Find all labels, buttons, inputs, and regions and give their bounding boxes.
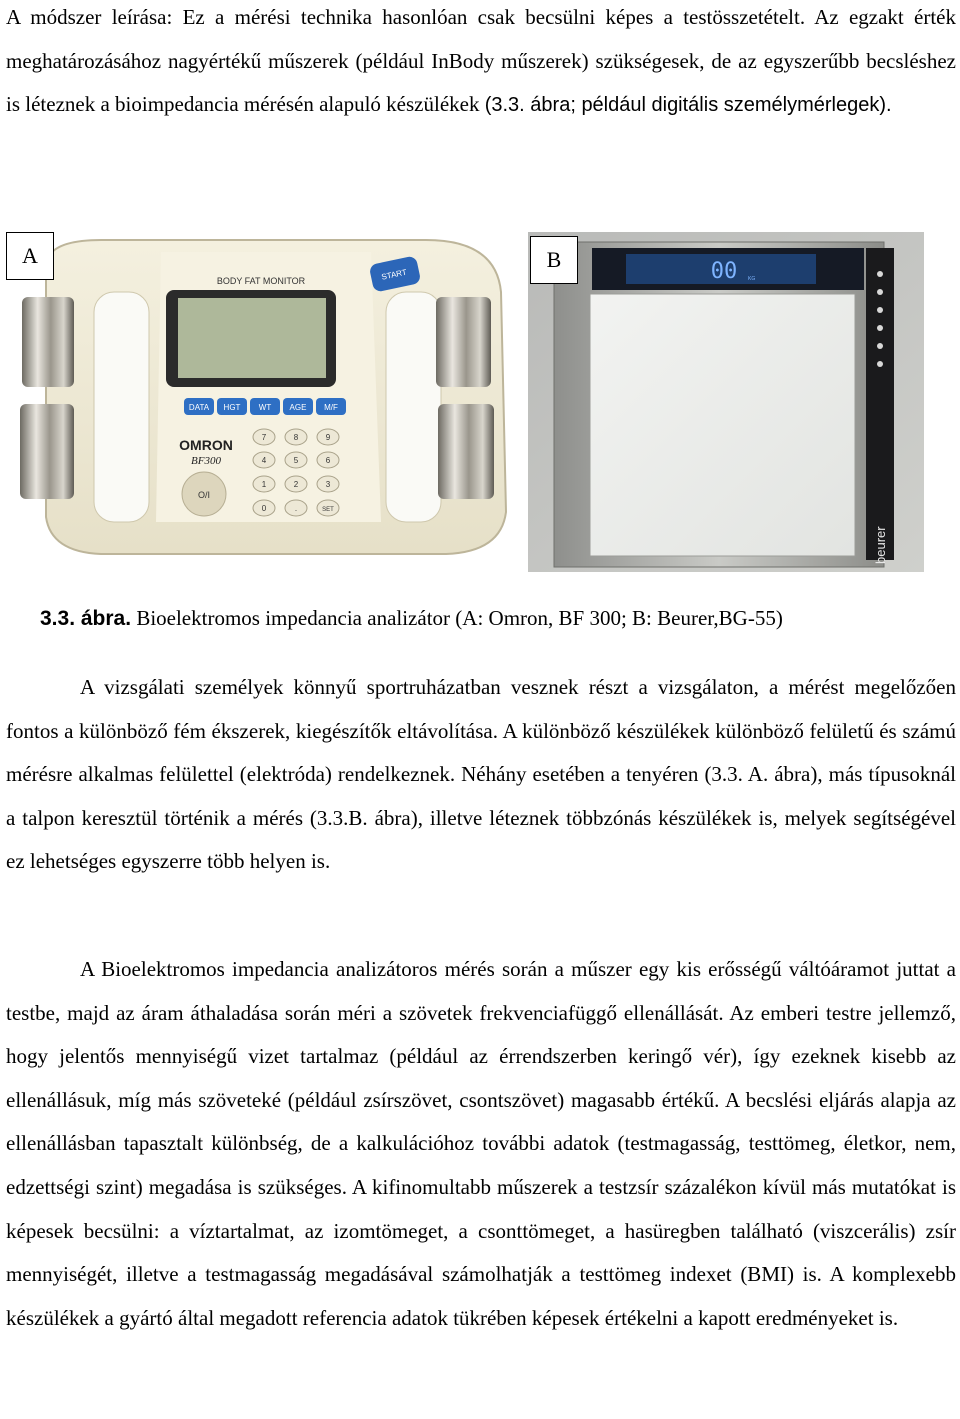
key-set: SET xyxy=(322,507,334,513)
key-2: 2 xyxy=(293,480,299,489)
lcd-screen xyxy=(178,298,326,378)
beurer-scale-illustration xyxy=(528,232,924,572)
scale-button-2[interactable] xyxy=(877,289,883,295)
scale-glass-platform xyxy=(590,294,855,556)
figure-a-omron-device xyxy=(6,232,525,572)
paragraph-participants: A vizsgálati személyek könnyű sportruházatban vesznek részt a vizsgálaton, a mérést megelőzően fontos a különböző fém ékszerek, kiegészítők eltávolítása. A különböző készülékek különböző felületű és számú mérésre alkalmas felülettel (elektróda) rendelkeznek. Néhány esetében a tenyéren (3.3. A. ábra), más típusoknál a talpon keresztül történik a mérés (3.3.B. ábra), illetve léteznek többzónás készülékek is, melyek segítségével ez lehetséges egyszerre több helyen is. xyxy=(6,675,956,874)
electrode-bottom-left xyxy=(20,404,74,499)
scale-button-6[interactable] xyxy=(877,361,883,367)
figure-b-beurer-scale xyxy=(528,232,924,572)
scale-button-3[interactable] xyxy=(877,307,883,313)
key-7: 7 xyxy=(261,433,267,442)
brand-omron: OMRON xyxy=(179,437,233,453)
figure-caption xyxy=(40,606,783,631)
figure-label-a: A xyxy=(6,232,54,280)
key-hgt-label: HGT xyxy=(223,403,241,412)
key-5: 5 xyxy=(293,456,299,465)
key-8: 8 xyxy=(293,433,299,442)
scale-button-5[interactable] xyxy=(877,343,883,349)
scale-display-unit: KG xyxy=(748,276,756,282)
intro-text-tail: (3.3. ábra; például digitális személymérlegek). xyxy=(484,94,892,117)
intro-paragraph xyxy=(6,0,956,128)
key-data-label: DATA xyxy=(188,403,210,412)
key-dot: . xyxy=(294,504,298,513)
key-mf-label: M/F xyxy=(324,403,338,412)
key-age-label: AGE xyxy=(289,403,307,412)
scale-button-4[interactable] xyxy=(877,325,883,331)
key-wt-label: WT xyxy=(258,403,272,412)
intro-text: A módszer leírása: Ez a mérési technika hasonlóan csak becsülni képes a testösszetételt. Az egzakt érték meghatározásához nagyértékű műszerek (például InBody műszerek) szükségesek, de az egyszerűbb becsléshez is léteznek a bioimpedancia mérésén alapuló készülékek xyxy=(6,5,956,117)
electrode-top-right xyxy=(436,297,491,387)
key-4: 4 xyxy=(261,456,267,465)
key-3: 3 xyxy=(325,480,331,489)
figure-label-b: B xyxy=(530,236,578,284)
key-1: 1 xyxy=(261,480,267,489)
electrode-bottom-right xyxy=(438,404,494,499)
key-9: 9 xyxy=(325,433,331,442)
paragraph-measurement: A Bioelektromos impedancia analizátoros mérés során a műszer egy kis erősségű váltóáramot juttat a testbe, majd az áram áthaladása során méri a szövetek frekvenciafüggő ellenállását. Az emberi testre jellemző, hogy jelentős mennyiségű vizet tartalmaz (például az érrendszerben keringő vér), így ezeknek kisebb az ellenállásuk, míg más szöveteké (például zsírszövet, csontszövet) magasabb értékű. A becslési eljárás alapja az ellenállásban tapasztalt különbség, de a kalkulációhoz további adatok (testmagasság, testtömeg, életkor, nem, edzettségi szint) megadása is szükséges. A kifinomultabb műszerek a testzsír százalékon kívül más mutatókat is képesek becsülni: a víztartalmat, az izomtömeget, a csonttömeget, a hasüregben található (viszcerális) zsír mennyiségét, illetve a testmagasság megadásával számolhatják a testtömeg indexet (BMI) is. A komplexebb készülékek a gyártó által megadott referencia adatok tükrében képesek értékelni a kapott eredményeket is. xyxy=(6,957,956,1330)
function-keys xyxy=(184,398,346,415)
key-6: 6 xyxy=(325,456,331,465)
key-0: 0 xyxy=(261,504,267,513)
omron-device-illustration xyxy=(6,232,525,572)
panel-title: BODY FAT MONITOR xyxy=(216,276,306,286)
electrode-top-left xyxy=(22,297,74,387)
start-label: START xyxy=(380,267,408,282)
caption-text: Bioelektromos impedancia analizátor (A: Omron, BF 300; B: Beurer,BG-55) xyxy=(136,606,783,630)
model-bf300: BF300 xyxy=(191,455,221,467)
scale-display-value: 00 xyxy=(710,259,738,284)
scale-brand: beurer xyxy=(873,526,888,564)
caption-number: 3.3. ábra. xyxy=(40,607,132,630)
power-label: O/I xyxy=(197,490,211,500)
scale-button-1[interactable] xyxy=(877,271,883,277)
